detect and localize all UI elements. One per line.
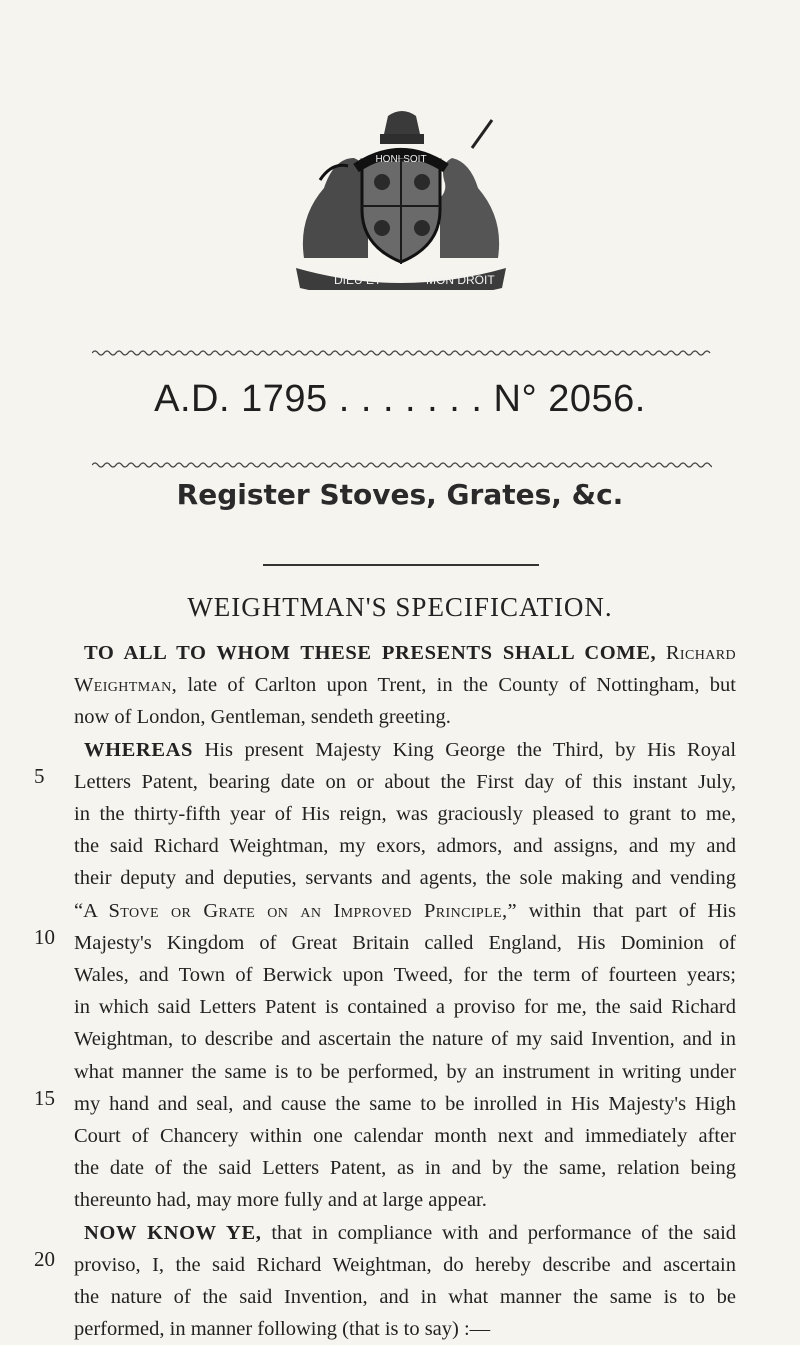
horizontal-divider xyxy=(263,564,539,566)
specification-body xyxy=(74,637,736,1345)
specification-title: WEIGHTMAN'S SPECIFICATION. xyxy=(187,592,613,622)
body-line: their deputy and deputies, servants and agents, the sole making and vending xyxy=(74,867,736,890)
decorative-wavy-rule-bottom xyxy=(92,460,712,470)
body-line: what manner the same is to be performed, by an instrument in writing under xyxy=(74,1060,736,1083)
body-line: Letters Patent, bearing date on or about the First day of this instant July, xyxy=(74,770,736,793)
body-line: my hand and seal, and cause the same to be inrolled in His Majesty's High xyxy=(74,1092,736,1115)
patent-subject-heading: Register Stoves, Grates, &c. xyxy=(176,478,624,511)
line-number-20: 20 xyxy=(34,1247,55,1271)
royal-coat-of-arms xyxy=(276,108,526,290)
body-line: in the thirty-fifth year of His reign, was graciously pleased to grant to me, xyxy=(74,803,736,826)
patent-number: N° 2056. xyxy=(493,378,646,420)
svg-text:HONI SOIT: HONI SOIT xyxy=(375,154,427,165)
leader-dots: . . . . . . . xyxy=(327,378,494,420)
line-number-15: 15 xyxy=(34,1086,55,1110)
svg-text:DIEU ET: DIEU ET xyxy=(334,273,382,287)
body-line: Majesty's Kingdom of Great Britain called England, His Dominion of xyxy=(74,931,736,954)
body-line: “A Stove or Grate on an Improved Principle,” within that part of His xyxy=(74,899,736,922)
body-line: the said Richard Weightman, my exors, admors, and assigns, and my and xyxy=(74,835,736,858)
body-line: Wales, and Town of Berwick upon Tweed, for the term of fourteen years; xyxy=(74,964,736,987)
body-line: NOW KNOW YE, that in compliance with and performance of the said xyxy=(84,1221,737,1244)
body-line: TO ALL TO WHOM THESE PRESENTS SHALL COME, Richard xyxy=(84,642,737,664)
body-line: Court of Chancery within one calendar month next and immediately after xyxy=(74,1125,736,1148)
body-line: in which said Letters Patent is contained a proviso for me, the said Richard xyxy=(74,996,736,1019)
body-line: the nature of the said Invention, and in what manner the same is to be xyxy=(74,1286,736,1309)
patent-number-line xyxy=(0,378,800,421)
body-line: WHEREAS His present Majesty King George the Third, by His Royal xyxy=(84,738,737,761)
body-line: Weightman, late of Carlton upon Trent, in the County of Nottingham, but xyxy=(74,674,736,697)
body-line: performed, in manner following (that is to say) :— xyxy=(74,1318,491,1341)
patent-year: A.D. 1795 xyxy=(154,378,328,420)
decorative-wavy-rule-top xyxy=(92,348,712,358)
body-line: thereunto had, may more fully and at large appear. xyxy=(74,1189,487,1212)
svg-text:MON DROIT: MON DROIT xyxy=(426,273,495,287)
line-number-10: 10 xyxy=(34,925,55,949)
body-line: Weightman, to describe and ascertain the nature of my said Invention, and in xyxy=(74,1028,736,1051)
body-line: the date of the said Letters Patent, as in and by the same, relation being xyxy=(74,1157,736,1180)
line-number-5: 5 xyxy=(34,764,45,788)
body-line: now of London, Gentleman, sendeth greeting. xyxy=(74,706,451,729)
body-line: proviso, I, the said Richard Weightman, do hereby describe and ascertain xyxy=(74,1253,736,1276)
